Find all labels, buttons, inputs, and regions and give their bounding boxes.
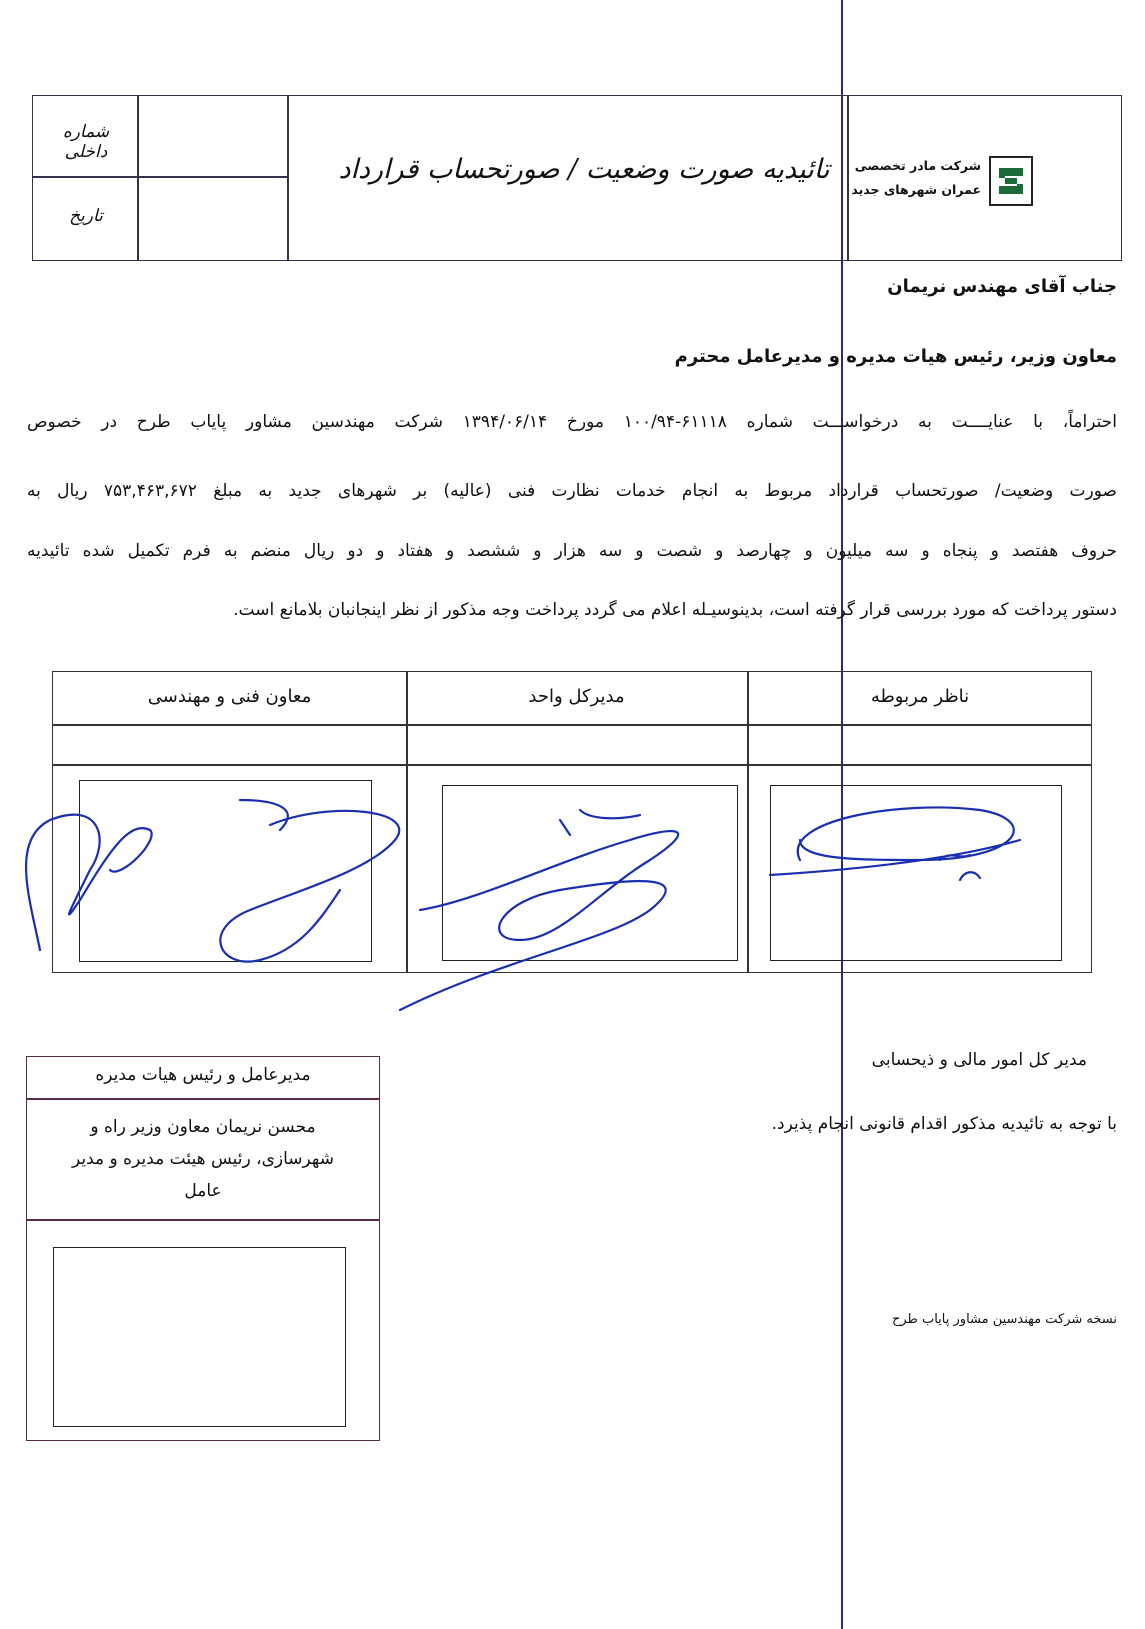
body-line-1: احتراماً، با عنایــــت به درخواســـت شماره ۶۱۱۱۸-۱۰۰/۹۴ مورخ ۱۳۹۴/۰۶/۱۴ شرکت مهندسین مشاور پایاب طرح در خصوص (27, 412, 1117, 432)
header-divider (137, 96, 139, 260)
document-title: تائیدیه صورت وضعیت / صورتحساب قرارداد (338, 154, 830, 185)
company-line-1: شرکت مادر تخصصی (854, 158, 981, 173)
table-divider (53, 724, 1091, 726)
signature-supervisor (770, 807, 1020, 880)
company-logo (989, 156, 1033, 206)
signature-director (400, 810, 678, 1010)
ceo-signature-area (53, 1247, 346, 1427)
ceo-header: مدیرعامل و رئیس هیات مدیره (95, 1065, 311, 1085)
copy-note: نسخه شرکت مهندسین مشاور پایاب طرح (891, 1312, 1117, 1327)
body-line-4: دستور پرداخت که مورد بررسی قرار گرفته است، بدینوسیـله اعلام می گردد پرداخت وجه مذکور از نظر اینجانبان بلامانع است. (233, 600, 1117, 620)
ceo-name-line: شهرسازی، رئیس هیئت مدیره و مدیر (72, 1149, 334, 1169)
ceo-divider (27, 1098, 379, 1100)
addressee-name: جناب آقای مهندس نریمان (887, 276, 1117, 297)
signature-header-supervisor: ناظر مربوطه (870, 686, 970, 707)
header-divider (33, 176, 289, 178)
company-name (851, 154, 981, 202)
date-label: تاریخ (69, 206, 103, 226)
signature-header-deputy: معاون فنی و مهندسی (147, 686, 312, 707)
ceo-name (27, 1111, 379, 1207)
header-table (32, 95, 1122, 261)
internal-number-label: شماره داخلی (62, 122, 110, 162)
addressee-title: معاون وزیر، رئیس هیات مدیره و مدیرعامل محترم (674, 346, 1117, 367)
ceo-name-line: عامل (184, 1181, 222, 1201)
signature-deputy (26, 800, 399, 962)
finance-instruction: با توجه به تائیدیه مذکور اقدام قانونی انجام پذیرد. (771, 1114, 1117, 1134)
handwritten-signatures (0, 760, 1145, 1020)
company-line-2: عمران شهرهای جدید (851, 182, 981, 197)
signature-header-director: مدیرکل واحد (528, 686, 625, 707)
ceo-signature-box (26, 1056, 380, 1441)
body-line-3: حروف هفتصد و پنجاه و سه میلیون و چهارصد و شصت و سه هزار و ششصد و هفتاد و دو ریال منضم به فرم تکمیل شده تائیدیه (27, 541, 1117, 561)
logo-mark-icon (991, 158, 1031, 204)
finance-addressee: مدیر کل امور مالی و ذیحسابی (871, 1050, 1087, 1070)
ceo-divider (27, 1219, 379, 1221)
ceo-name-line: محسن نریمان معاون وزیر راه و (90, 1117, 316, 1137)
body-line-2: صورت وضعیت/ صورتحساب قرارداد مربوط به انجام خدمات نظارت فنی (عالیه) بر شهرهای جدید به مبلغ ۷۵۳,۴۶۳,۶۷۲ ریال به (27, 481, 1117, 501)
